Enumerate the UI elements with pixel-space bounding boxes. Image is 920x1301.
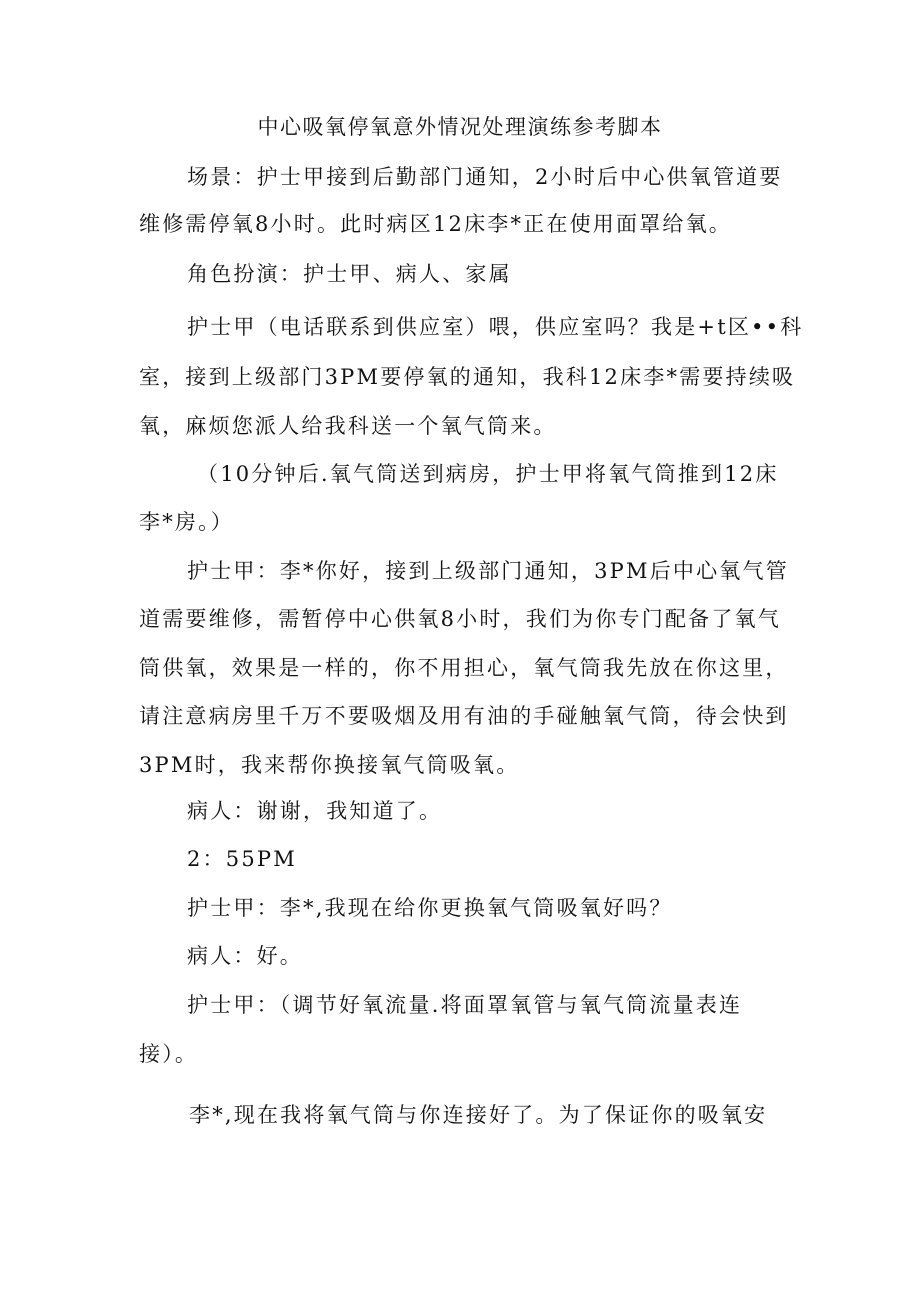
paragraph-stage-direction-line-1: （10分钟后.氧气筒送到病房，护士甲将氧气筒推到12床 <box>197 462 779 486</box>
paragraph-nurse-action-line-2: 接）。 <box>139 1042 199 1066</box>
paragraph-scene-line-1: 场景：护士甲接到后勤部门通知，2小时后中心供氧管道要 <box>187 165 783 189</box>
paragraph-phone-call-line-2: 室，接到上级部门3PM要停氧的通知，我科12床李*需要持续吸 <box>139 365 796 389</box>
paragraph-stage-direction-line-2: 李*房。） <box>139 510 234 534</box>
paragraph-phone-call-line-1: 护士甲（电话联系到供应室）喂，供应室吗？我是+t区••科 <box>187 315 804 339</box>
paragraph-nurse-action-line-1: 护士甲：（调节好氧流量.将面罩氧管与氧气筒流量表连 <box>187 993 743 1017</box>
paragraph-nurse-notice-line-3: 筒供氧，效果是一样的，你不用担心，氧气筒我先放在你这里， <box>139 656 789 680</box>
paragraph-nurse-notice-line-1: 护士甲：李*你好，接到上级部门通知，3PM后中心氧气管 <box>187 559 789 583</box>
document-title: 中心吸氧停氧意外情况处理演练参考脚本 <box>257 115 663 139</box>
paragraph-nurse-notice-line-5: 3PM时，我来帮你换接氧气筒吸氧。 <box>139 753 520 777</box>
paragraph-scene-line-2: 维修需停氧8小时。此时病区12床李*正在使用面罩给氧。 <box>139 212 732 236</box>
paragraph-roles: 角色扮演：护士甲、病人、家属 <box>187 262 512 286</box>
paragraph-nurse-notice-line-2: 道需要维修，需暂停中心供氧8小时，我们为你专门配备了氧气 <box>139 607 781 631</box>
paragraph-nurse-question: 护士甲：李*,我现在给你更换氧气筒吸氧好吗？ <box>187 896 673 920</box>
paragraph-patient-reply-1: 病人：谢谢，我知道了。 <box>187 799 443 823</box>
paragraph-phone-call-line-3: 氧，麻烦您派人给我科送一个氧气筒来。 <box>139 414 557 438</box>
paragraph-patient-reply-2: 病人：好。 <box>187 944 303 968</box>
paragraph-nurse-notice-line-4: 请注意病房里千万不要吸烟及用有油的手碰触氧气筒，待会快到 <box>139 704 789 728</box>
paragraph-connection-done: 李*,现在我将氧气筒与你连接好了。为了保证你的吸氧安 <box>189 1103 768 1127</box>
paragraph-time-mark: 2：55PM <box>187 847 297 871</box>
